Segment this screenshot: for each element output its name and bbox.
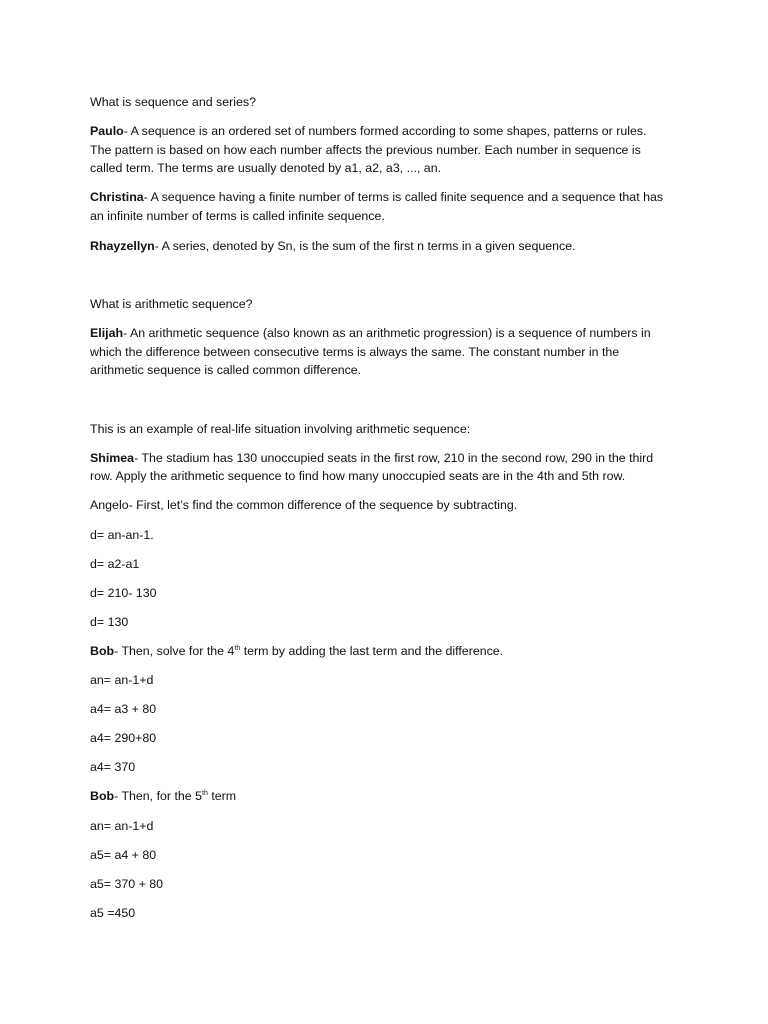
superscript: th [202,789,208,797]
equation: d= 130 [90,615,129,629]
answer-line [90,237,576,255]
answer-line: which the difference between consecutive terms is always the same. The constant number in the [90,345,620,359]
solution-line: Bob- Then, for the 5th term [90,789,237,803]
problem-line [90,449,653,467]
speaker-name: Elijah [90,326,124,340]
problem-text: - The stadium has 130 unoccupied seats in the first row, 210 in the second row, 290 in the third [134,451,654,465]
speaker-name: Christina [90,190,144,204]
speaker-name: Bob [90,789,115,803]
answer-line: The pattern is based on how each number affects the previous number. Each number in sequence is [90,143,641,157]
equation: d= a2-a1 [90,557,140,571]
answer-text: - A sequence is an ordered set of numbers formed according to some shapes, patterns or rules. [123,124,647,138]
speaker-name: Rhayzellyn [90,239,155,253]
answer-line: arithmetic sequence is called common difference. [90,363,362,377]
answer-line [90,188,663,206]
equation: d= 210- 130 [90,586,157,600]
answer-text: - An arithmetic sequence (also known as an arithmetic progression) is a sequence of numbers in [123,326,651,340]
equation: a4= 290+80 [90,731,157,745]
equation: a5 =450 [90,906,136,920]
equation: a4= a3 + 80 [90,702,157,716]
problem-line: row. Apply the arithmetic sequence to find how many unoccupied seats are in the 4th and 5th row. [90,469,626,483]
solution-line: Angelo- First, let’s find the common difference of the sequence by subtracting. [90,498,518,512]
equation: a5= a4 + 80 [90,848,157,862]
equation: an= an-1+d [90,819,154,833]
answer-line: an infinite number of terms is called infinite sequence. [90,209,385,223]
equation: a4= 370 [90,760,136,774]
equation: an= an-1+d [90,673,154,687]
example-intro: This is an example of real-life situation involving arithmetic sequence: [90,422,471,436]
answer-line: called term. The terms are usually denoted by a1, a2, a3, ..., an. [90,161,442,175]
equation: a5= 370 + 80 [90,877,164,891]
document-page [90,0,690,1024]
superscript: th [234,644,241,652]
answer-text: - A series, denoted by Sn, is the sum of the first n terms in a given sequence. [154,239,576,253]
answer-line [90,324,651,342]
question-heading: What is sequence and series? [90,95,256,109]
answer-line [90,122,647,140]
speaker-name: Shimea [90,451,135,465]
speaker-name: Paulo [90,124,124,138]
answer-text: - A sequence having a finite number of terms is called finite sequence and a sequence that has [143,190,664,204]
equation: d= an-an-1. [90,528,154,542]
solution-line: Bob- Then, solve for the 4th term by adding the last term and the difference. [90,644,504,658]
speaker-name: Bob [90,644,115,658]
question-heading: What is arithmetic sequence? [90,297,253,311]
